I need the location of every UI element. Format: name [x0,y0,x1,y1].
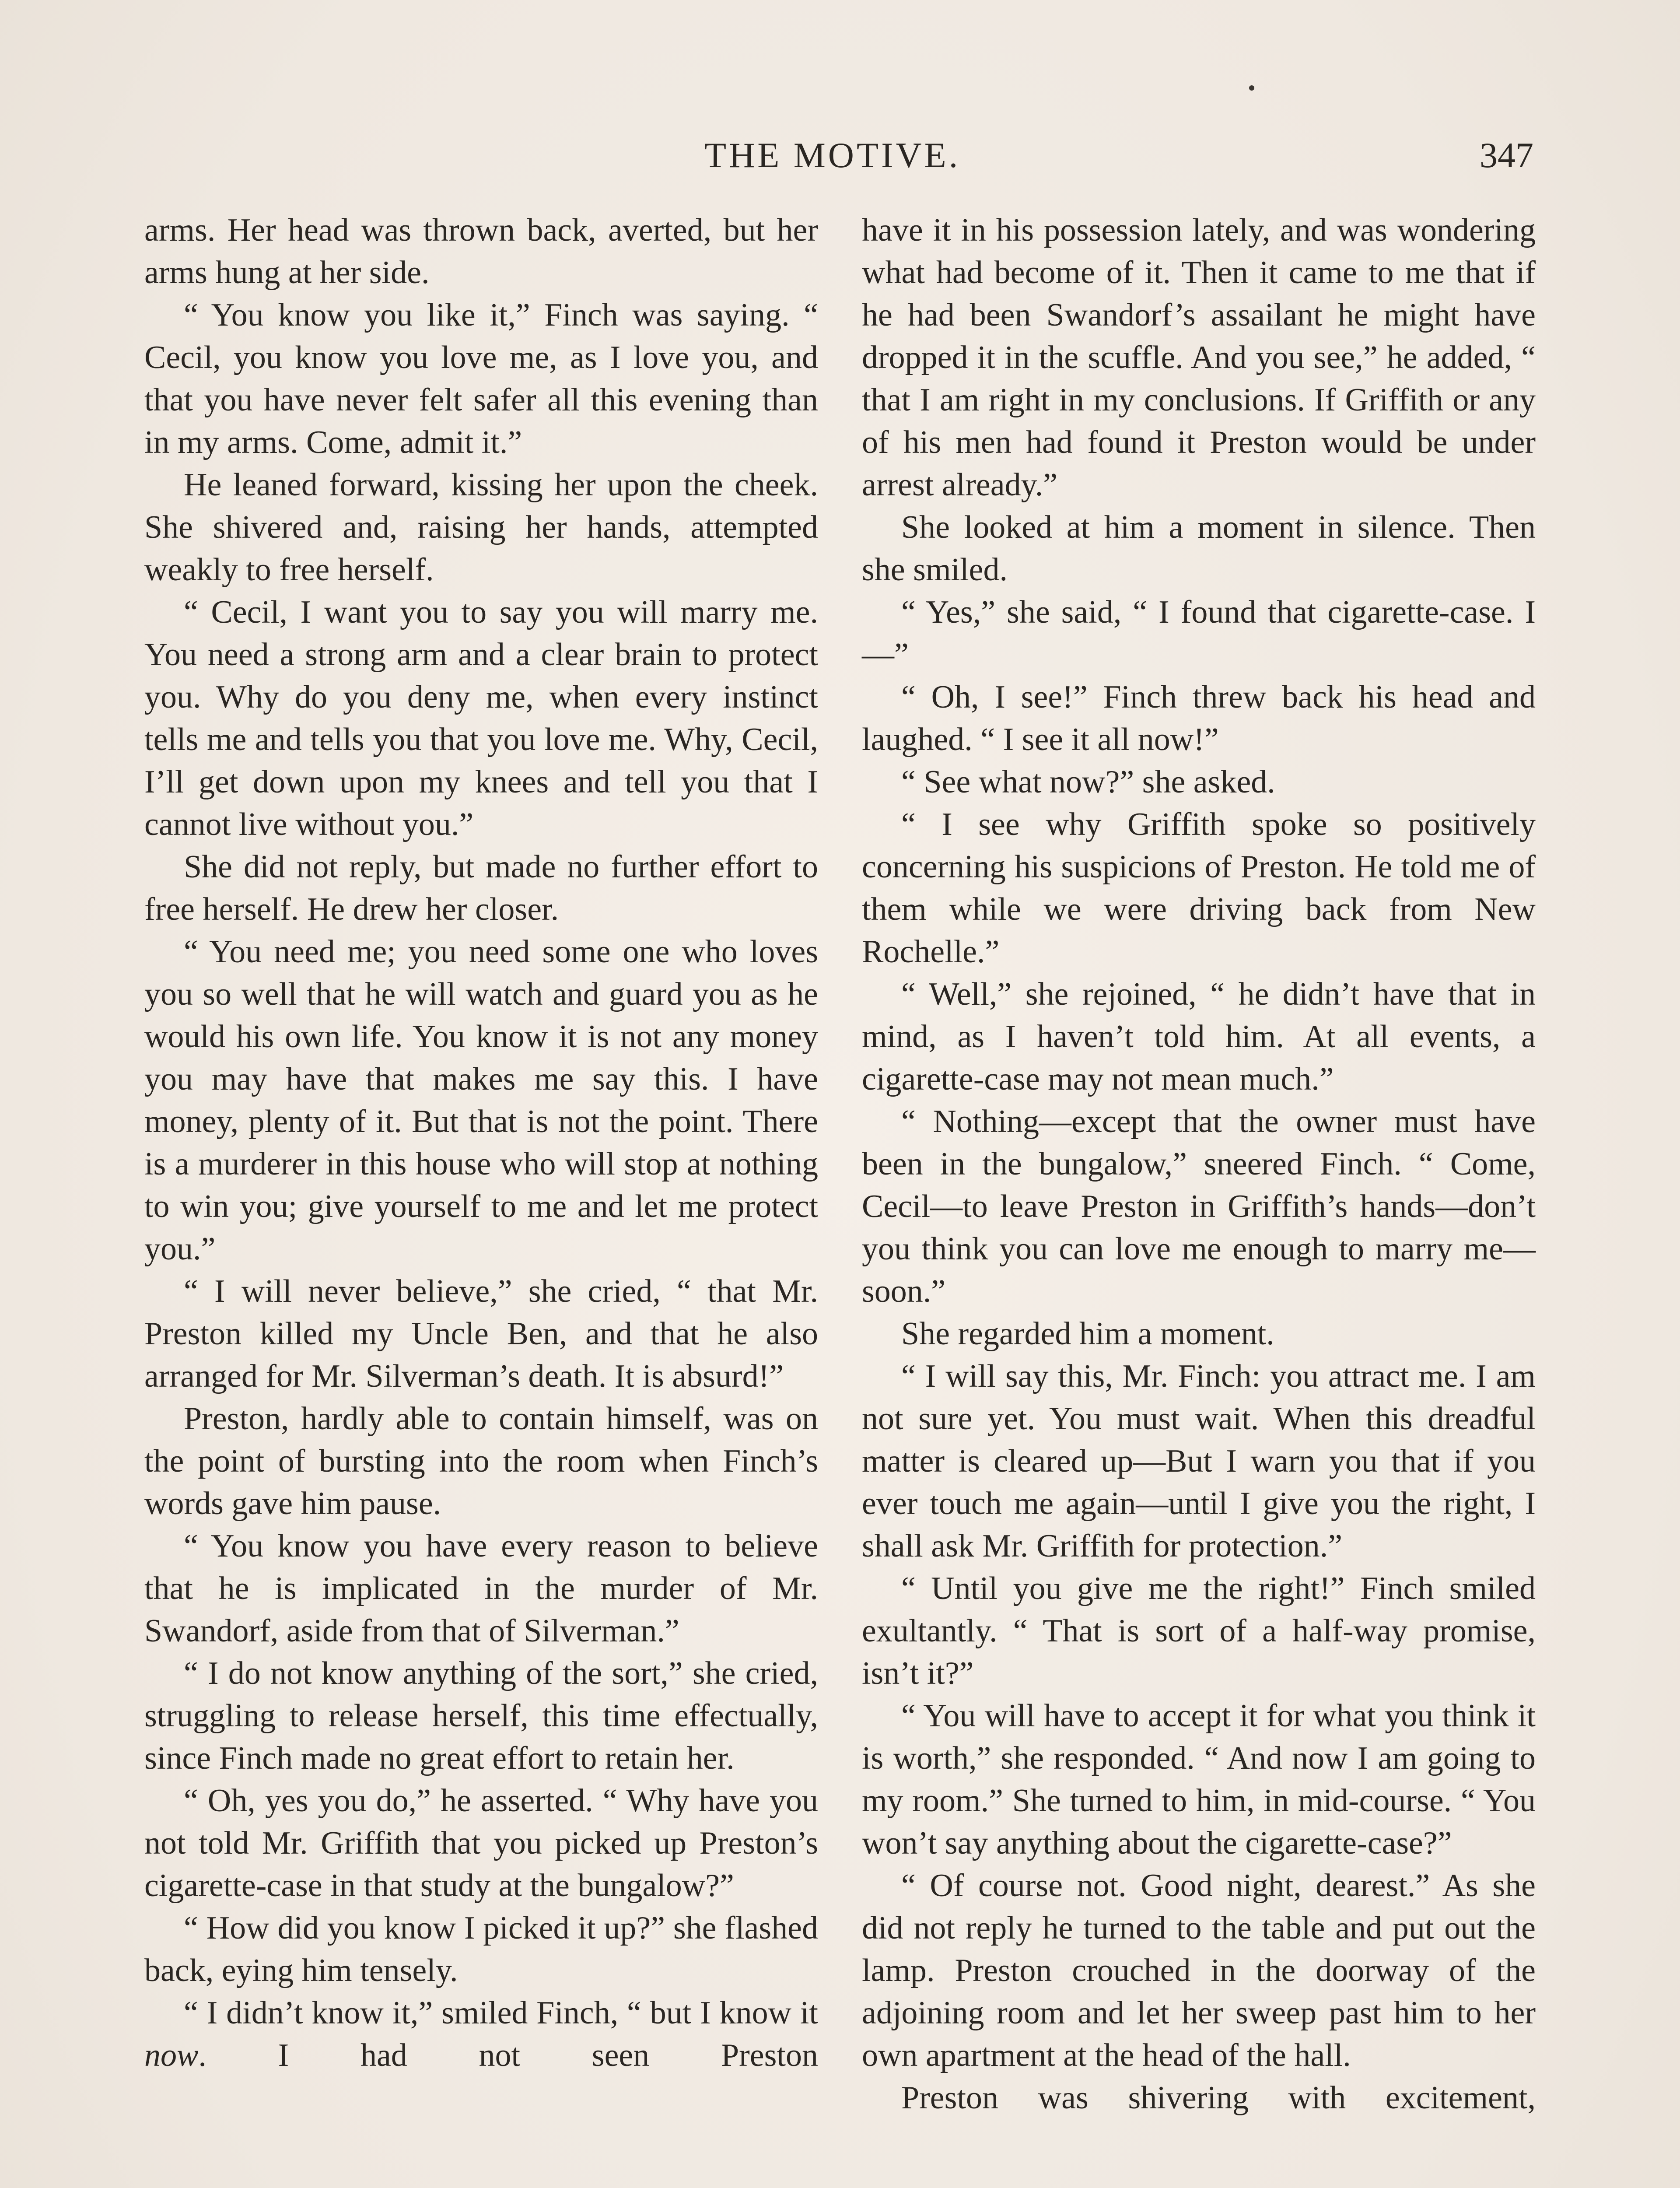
paragraph: “ You need me; you need some one who loves you so well that he will watch and guard you as he would his own life. You know it is not any money you may have that makes me say this. I have money, plenty of it. But that is not the point. There is a murderer in this house who will stop at nothing to win you; give yourself to me and let me protect you.” [144,934,818,1267]
running-header [0,131,1680,179]
paragraph: “ See what now?” she asked. [901,764,1275,800]
paragraph: “ How did you know I picked it up?” she flashed back, eying him tensely. [144,1910,818,1988]
paragraph: “ I will say this, Mr. Finch: you attract me. I am not sure yet. You must wait. When this dreadful matter is cleared up—But I warn you that if you ever touch me again—until I give you the right, I shall ask Mr. Griffith for protection.” [862,1358,1536,1564]
page-number: 347 [1480,135,1533,175]
paragraph: “ I see why Griffith spoke so positively concerning his suspicions of Preston. He told me of them while we were driving back from New Rochelle.” [862,806,1536,970]
text-run: . I had not seen Preston [198,2037,818,2073]
paragraph: “ You know you like it,” Finch was saying. “ Cecil, you know you love me, as I love you, and that you have never felt safer all this evening than in my arms. Come, admit it.” [144,297,818,460]
paragraph: have it in his possession lately, and was wondering what had become of it. Then it came to me that if he had been Swandorf’s assailant he might have dropped it in the scuffle. And you see,” he added, “ that I am right in my conclusions. If Griffith or any of his men had found it Preston would be under arrest already.” [862,212,1536,503]
paragraph: Preston, hardly able to contain himself, was on the point of bursting into the room when Finch’s words gave him pause. [144,1401,818,1522]
paragraph: She did not reply, but made no further effort to free herself. He drew her closer. [144,849,818,927]
paragraph: “ Nothing—except that the owner must have been in the bungalow,” sneered Finch. “ Come, Cecil—to leave Preston in Griffith’s hands—don’t you think you can love me enough to marry me—soon.” [862,1104,1536,1309]
paragraph: “ I will never believe,” she cried, “ that Mr. Preston killed my Uncle Ben, and that he also arranged for Mr. Silverman’s death. It is absurd!” [144,1273,818,1394]
paragraph: “ Well,” she rejoined, “ he didn’t have that in mind, as I haven’t told him. At all events, a cigarette-case may not mean much.” [862,976,1536,1097]
paragraph: She looked at him a moment in silence. Then she smiled. [862,509,1536,588]
right-text-column [862,209,1536,2119]
paragraph: He leaned forward, kissing her upon the cheek. She shivered and, raising her hands, attempted weakly to free herself. [144,467,818,588]
paragraph: “ Until you give me the right!” Finch smiled exultantly. “ That is sort of a half-way promise, isn’t it?” [862,1571,1536,1691]
paragraph: “ I do not know anything of the sort,” she cried, struggling to release herself, this time effectually, since Finch made no great effort to retain her. [144,1655,818,1776]
paragraph: “ You will have to accept it for what you think it is worth,” she responded. “ And now I am going to my room.” She turned to him, in mid-course. “ You won’t say anything about the cigarette-case?” [862,1698,1536,1861]
paragraph: “ Cecil, I want you to say you will marry me. You need a strong arm and a clear brain to protect you. Why do you deny me, when every instinct tells me and tells you that you love me. Why, Cecil, I’ll get down upon my knees and tell you that I cannot live without you.” [144,594,818,842]
text-run: “ I didn’t know it,” smiled Finch, “ but I know it [184,1995,818,2031]
paragraph: “ Yes,” she said, “ I found that cigarette-case. I—” [862,594,1536,673]
paragraph: “ Of course not. Good night, dearest.” As she did not reply he turned to the table and put out the lamp. Preston crouched in the doorway of the adjoining room and let her sweep past him to her own apartment at the head of the hall. [862,1868,1536,2073]
left-text-column [144,209,818,2077]
paragraph: She regarded him a moment. [901,1316,1274,1352]
paragraph-continued: Preston was shivering with excitement, [901,2080,1536,2116]
paragraph: “ Oh, yes you do,” he asserted. “ Why have you not told Mr. Griffith that you picked up Preston’s cigarette-case in that study at the bungalow?” [144,1783,818,1904]
paragraph-continued [144,1992,818,2077]
paragraph: arms. Her head was thrown back, averted, but her arms hung at her side. [144,212,818,291]
running-title: THE MOTIVE. [704,135,961,175]
italic-emphasis: now [144,2037,199,2073]
paper-speck [1249,85,1254,91]
paragraph: “ Oh, I see!” Finch threw back his head and laughed. “ I see it all now!” [862,679,1536,757]
paragraph: “ You know you have every reason to believe that he is implicated in the murder of Mr. Swandorf, aside from that of Silverman.” [144,1528,818,1649]
